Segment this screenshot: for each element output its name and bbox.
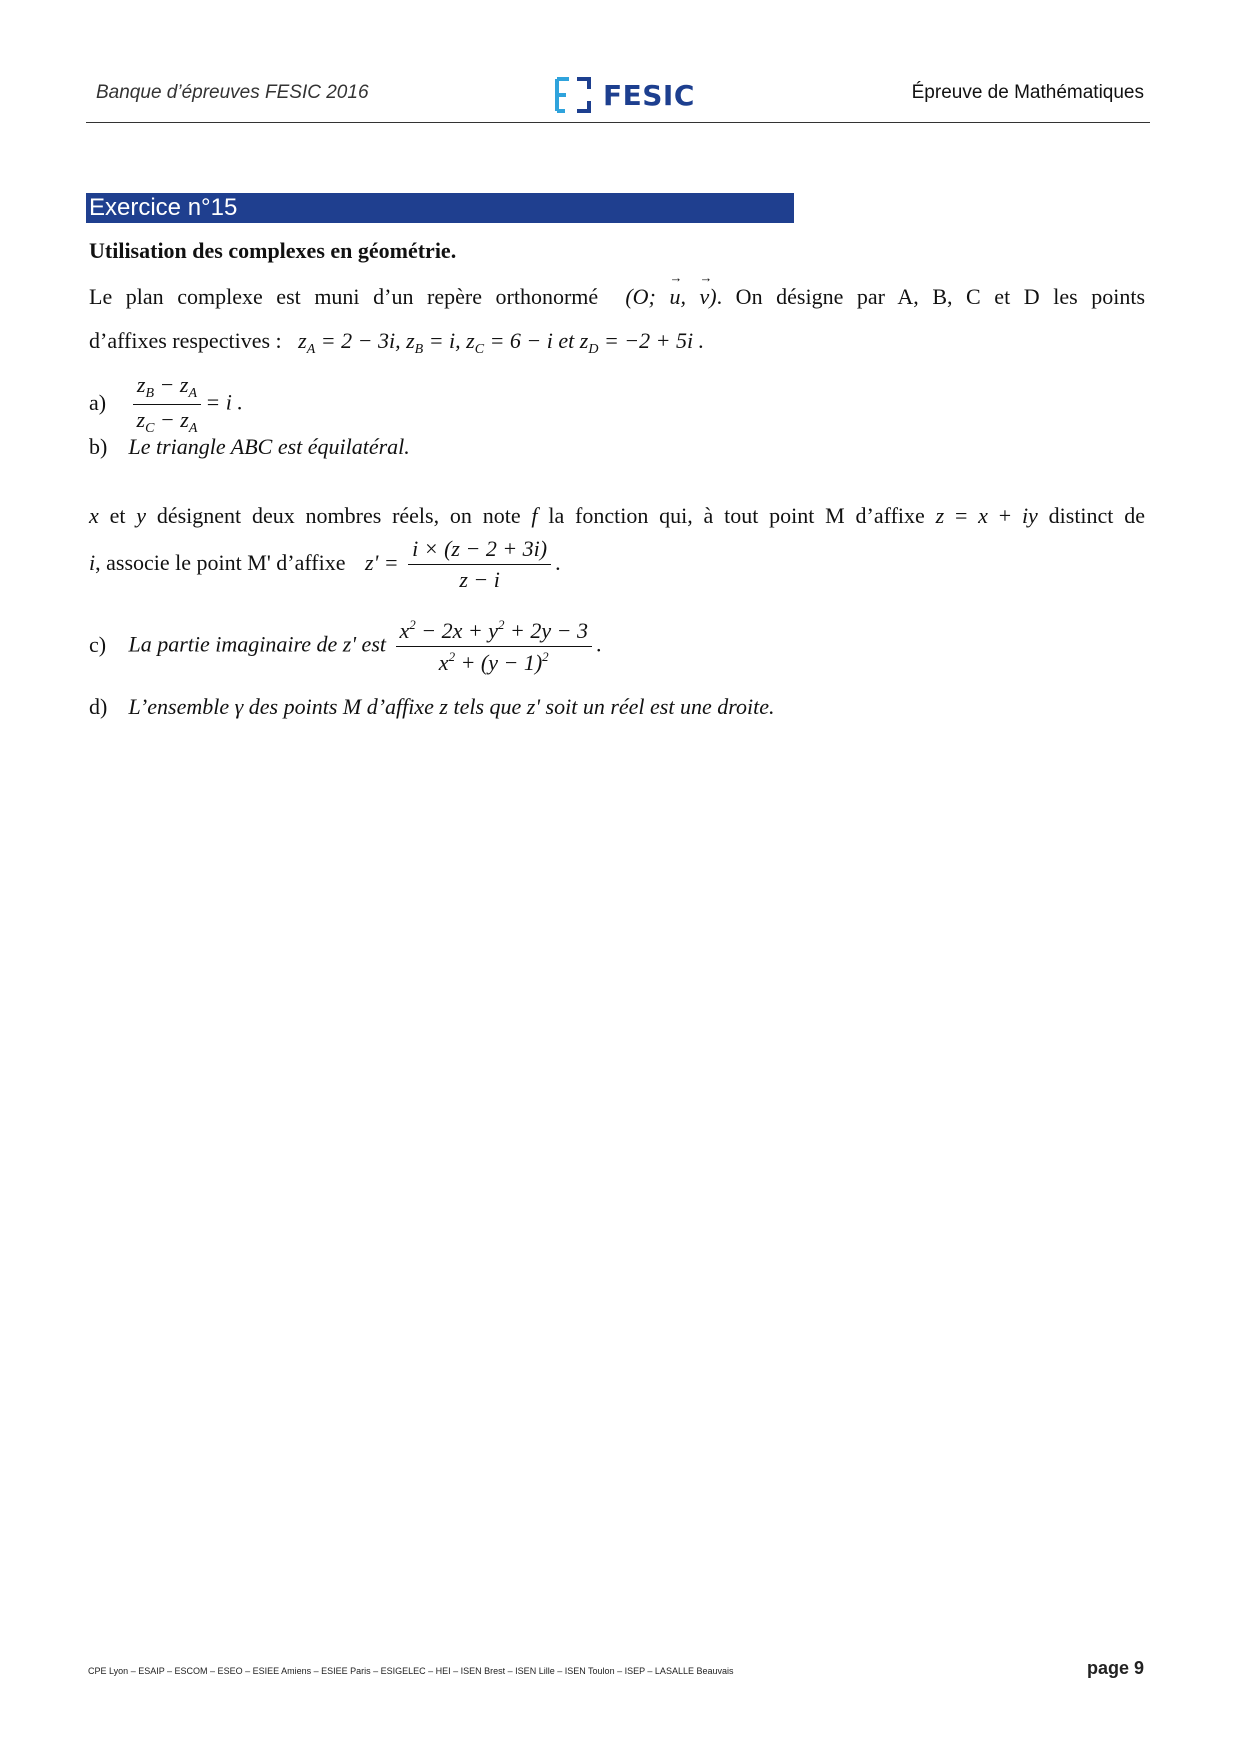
item-d xyxy=(89,694,774,720)
item-c-fraction: $\frac{x^2 - 2x + y^2 + 2y - 3}{x^2 + (y - 1)^2}$ xyxy=(396,617,592,676)
exercise-title: Exercice n°15 xyxy=(89,194,238,221)
frame-formula: (O; → u, → v) xyxy=(612,284,717,309)
intro-text-before: Le plan complexe est muni d’un repère orthonormé xyxy=(89,284,599,309)
intro-label: d’affixes respectives : xyxy=(89,328,282,353)
item-d-label: d) xyxy=(89,694,108,719)
affixes-formula: $z_A = 2 - 3i$, $z_B = i$, $z_C = 6 - i$ et $z_D = -2 + 5i$ . xyxy=(287,328,705,357)
intro-line-1 xyxy=(89,284,1145,310)
header-right-title: Épreuve de Mathématiques xyxy=(911,82,1144,103)
fesic-logo-icon xyxy=(553,75,593,115)
page-number: page 9 xyxy=(1086,1658,1144,1678)
item-c: c) La partie imaginaire de z' est $\frac{x^2 - 2x + y^2 + 2y - 3}{x^2 + (y - 1)^2}$ . xyxy=(89,617,602,675)
para2-line-2: i, associe le point M' d’affixe z' = $\frac{i \times (z - 2 + 3i)}{z - i}$ . xyxy=(89,536,561,593)
para2-text-2: la fonction qui, à tout point M d’affixe xyxy=(548,503,925,528)
item-c-label: c) xyxy=(89,631,107,657)
header-left-title: Banque d’épreuves FESIC 2016 xyxy=(96,82,369,103)
item-a-fraction: $\frac{z_B - z_A}{z_C - z_A}$ xyxy=(133,372,202,437)
item-d-text: L’ensemble γ des points M d’affixe z tels que z' soit un réel est une droite. xyxy=(128,694,775,719)
para2-text-1: désignent deux nombres réels, on note xyxy=(156,503,521,528)
exercise-banner xyxy=(86,193,794,223)
logo-text: FESIC xyxy=(603,78,695,112)
intro-line-2 xyxy=(89,328,1145,359)
para2-text-4: , associe le point M' d’affixe xyxy=(95,549,346,575)
zprime-fraction: $\frac{i \times (z - 2 + 3i)}{z - i}$ xyxy=(408,536,551,594)
intro-text-after: . On désigne par A, B, C et D les points xyxy=(716,284,1146,309)
item-c-text: La partie imaginaire de z' est xyxy=(128,631,386,657)
item-a: a) $\frac{z_B - z_A}{z_C - z_A}$ = i . xyxy=(89,372,243,436)
para2-text-3: distinct de xyxy=(1048,503,1145,528)
para2-line-1: x et y désignent deux nombres réels, on note f la fonction qui, à tout point M d’affixe z = x + iy distinct de xyxy=(89,503,1145,528)
item-a-label: a) xyxy=(89,389,107,415)
footer-schools: CPE Lyon – ESAIP – ESCOM – ESEO – ESIEE Amiens – ESIEE Paris – ESIGELEC – HEI – ISEN Brest – ISEN Lille – ISEN Toulon – ISEP – LASALLE Beauvais xyxy=(88,1666,734,1676)
item-b-text: Le triangle ABC est équilatéral. xyxy=(128,434,410,459)
header-divider xyxy=(86,122,1150,123)
item-b xyxy=(89,434,410,460)
exercise-subtitle: Utilisation des complexes en géométrie. xyxy=(89,238,457,263)
item-b-label: b) xyxy=(89,434,108,459)
fesic-logo xyxy=(553,74,695,116)
